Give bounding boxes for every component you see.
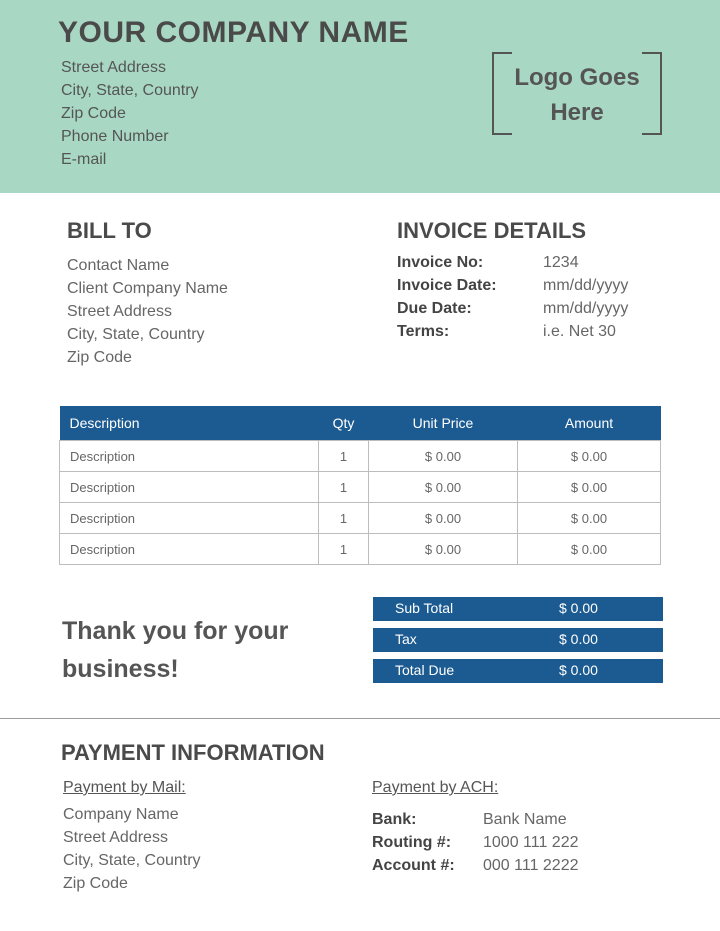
- table-header-row: [60, 406, 661, 441]
- payment-mail-line: Zip Code: [63, 875, 128, 892]
- item-unit-price: $ 0.00: [369, 441, 518, 472]
- bill-to-line: Street Address: [67, 303, 172, 320]
- invoice-details-list: [397, 254, 657, 346]
- payment-info-title: PAYMENT INFORMATION: [61, 740, 325, 765]
- company-name: YOUR COMPANY NAME: [58, 16, 409, 49]
- invoice-date-row: [397, 277, 657, 300]
- column-header-amount: Amount: [518, 406, 661, 441]
- invoice-date-label: Invoice Date:: [397, 277, 497, 294]
- payment-by-ach-section: [372, 779, 652, 880]
- total-due-bar: [373, 659, 663, 683]
- thank-you-line: Thank you for your: [62, 617, 289, 645]
- total-due-value: $ 0.00: [559, 662, 598, 678]
- table-row: [60, 441, 661, 472]
- invoice-date-value: mm/dd/yyyy: [543, 277, 629, 294]
- table-row: [60, 534, 661, 565]
- account-row: [372, 857, 652, 880]
- subtotal-label: Sub Total: [395, 600, 454, 616]
- bill-to-lines: [67, 254, 228, 369]
- thank-you-line: business!: [62, 655, 179, 683]
- account-value: 000 111 2222: [483, 857, 579, 874]
- tax-value: $ 0.00: [559, 631, 598, 647]
- company-address: [61, 56, 199, 171]
- payment-mail-line: Company Name: [63, 806, 179, 823]
- payment-mail-line: City, State, Country: [63, 852, 201, 869]
- payment-by-mail-section: [63, 779, 201, 895]
- item-unit-price: $ 0.00: [369, 503, 518, 534]
- company-email: E-mail: [61, 151, 107, 168]
- invoice-number-row: [397, 254, 657, 277]
- item-amount: $ 0.00: [518, 472, 661, 503]
- item-qty: 1: [319, 472, 369, 503]
- due-date-row: [397, 300, 657, 323]
- terms-label: Terms:: [397, 323, 450, 340]
- company-address-line: Street Address: [61, 59, 166, 76]
- company-header: [0, 0, 720, 193]
- item-description: Description: [60, 534, 319, 565]
- logo-placeholder: [492, 52, 662, 135]
- terms-value: i.e. Net 30: [543, 323, 616, 340]
- invoice-number-label: Invoice No:: [397, 254, 484, 271]
- column-header-description: Description: [60, 406, 319, 441]
- company-address-line: Zip Code: [61, 105, 126, 122]
- company-phone: Phone Number: [61, 128, 169, 145]
- due-date-value: mm/dd/yyyy: [543, 300, 629, 317]
- total-due-label: Total Due: [395, 662, 455, 678]
- bank-row: [372, 811, 652, 834]
- table-row: [60, 472, 661, 503]
- invoice-details-title: INVOICE DETAILS: [397, 218, 587, 243]
- subtotal-value: $ 0.00: [559, 600, 598, 616]
- company-address-line: City, State, Country: [61, 82, 199, 99]
- bank-value: Bank Name: [483, 811, 567, 828]
- terms-row: [397, 323, 657, 346]
- item-amount: $ 0.00: [518, 534, 661, 565]
- payment-mail-line: Street Address: [63, 829, 168, 846]
- section-divider: [0, 718, 720, 719]
- payment-by-ach-title: Payment by ACH:: [372, 779, 499, 796]
- line-items-table: [59, 406, 661, 565]
- item-qty: 1: [319, 503, 369, 534]
- table-row: [60, 503, 661, 534]
- tax-label: Tax: [395, 631, 417, 647]
- item-description: Description: [60, 472, 319, 503]
- bank-label: Bank:: [372, 811, 417, 828]
- column-header-unit-price: Unit Price: [369, 406, 518, 441]
- item-qty: 1: [319, 534, 369, 565]
- invoice-details-section: [397, 218, 657, 346]
- item-unit-price: $ 0.00: [369, 534, 518, 565]
- logo-text-line: Logo Goes: [514, 64, 640, 91]
- thank-you-message: [62, 612, 288, 688]
- logo-text: [492, 60, 662, 130]
- item-description: Description: [60, 503, 319, 534]
- routing-row: [372, 834, 652, 857]
- logo-text-line: Here: [550, 99, 604, 126]
- account-label: Account #:: [372, 857, 455, 874]
- bill-to-line: Client Company Name: [67, 280, 228, 297]
- bill-to-line: City, State, Country: [67, 326, 205, 343]
- due-date-label: Due Date:: [397, 300, 472, 317]
- item-qty: 1: [319, 441, 369, 472]
- tax-bar: [373, 628, 663, 652]
- bill-to-line: Zip Code: [67, 349, 132, 366]
- item-unit-price: $ 0.00: [369, 472, 518, 503]
- routing-label: Routing #:: [372, 834, 452, 851]
- subtotal-bar: [373, 597, 663, 621]
- bill-to-section: [67, 218, 228, 369]
- bill-to-title: BILL TO: [67, 218, 152, 243]
- item-amount: $ 0.00: [518, 441, 661, 472]
- payment-mail-lines: [63, 803, 201, 895]
- column-header-qty: Qty: [319, 406, 369, 441]
- item-description: Description: [60, 441, 319, 472]
- payment-ach-list: [372, 811, 652, 880]
- routing-value: 1000 111 222: [483, 834, 579, 851]
- item-amount: $ 0.00: [518, 503, 661, 534]
- payment-by-mail-title: Payment by Mail:: [63, 779, 186, 796]
- bill-to-line: Contact Name: [67, 257, 170, 274]
- invoice-number-value: 1234: [543, 254, 579, 271]
